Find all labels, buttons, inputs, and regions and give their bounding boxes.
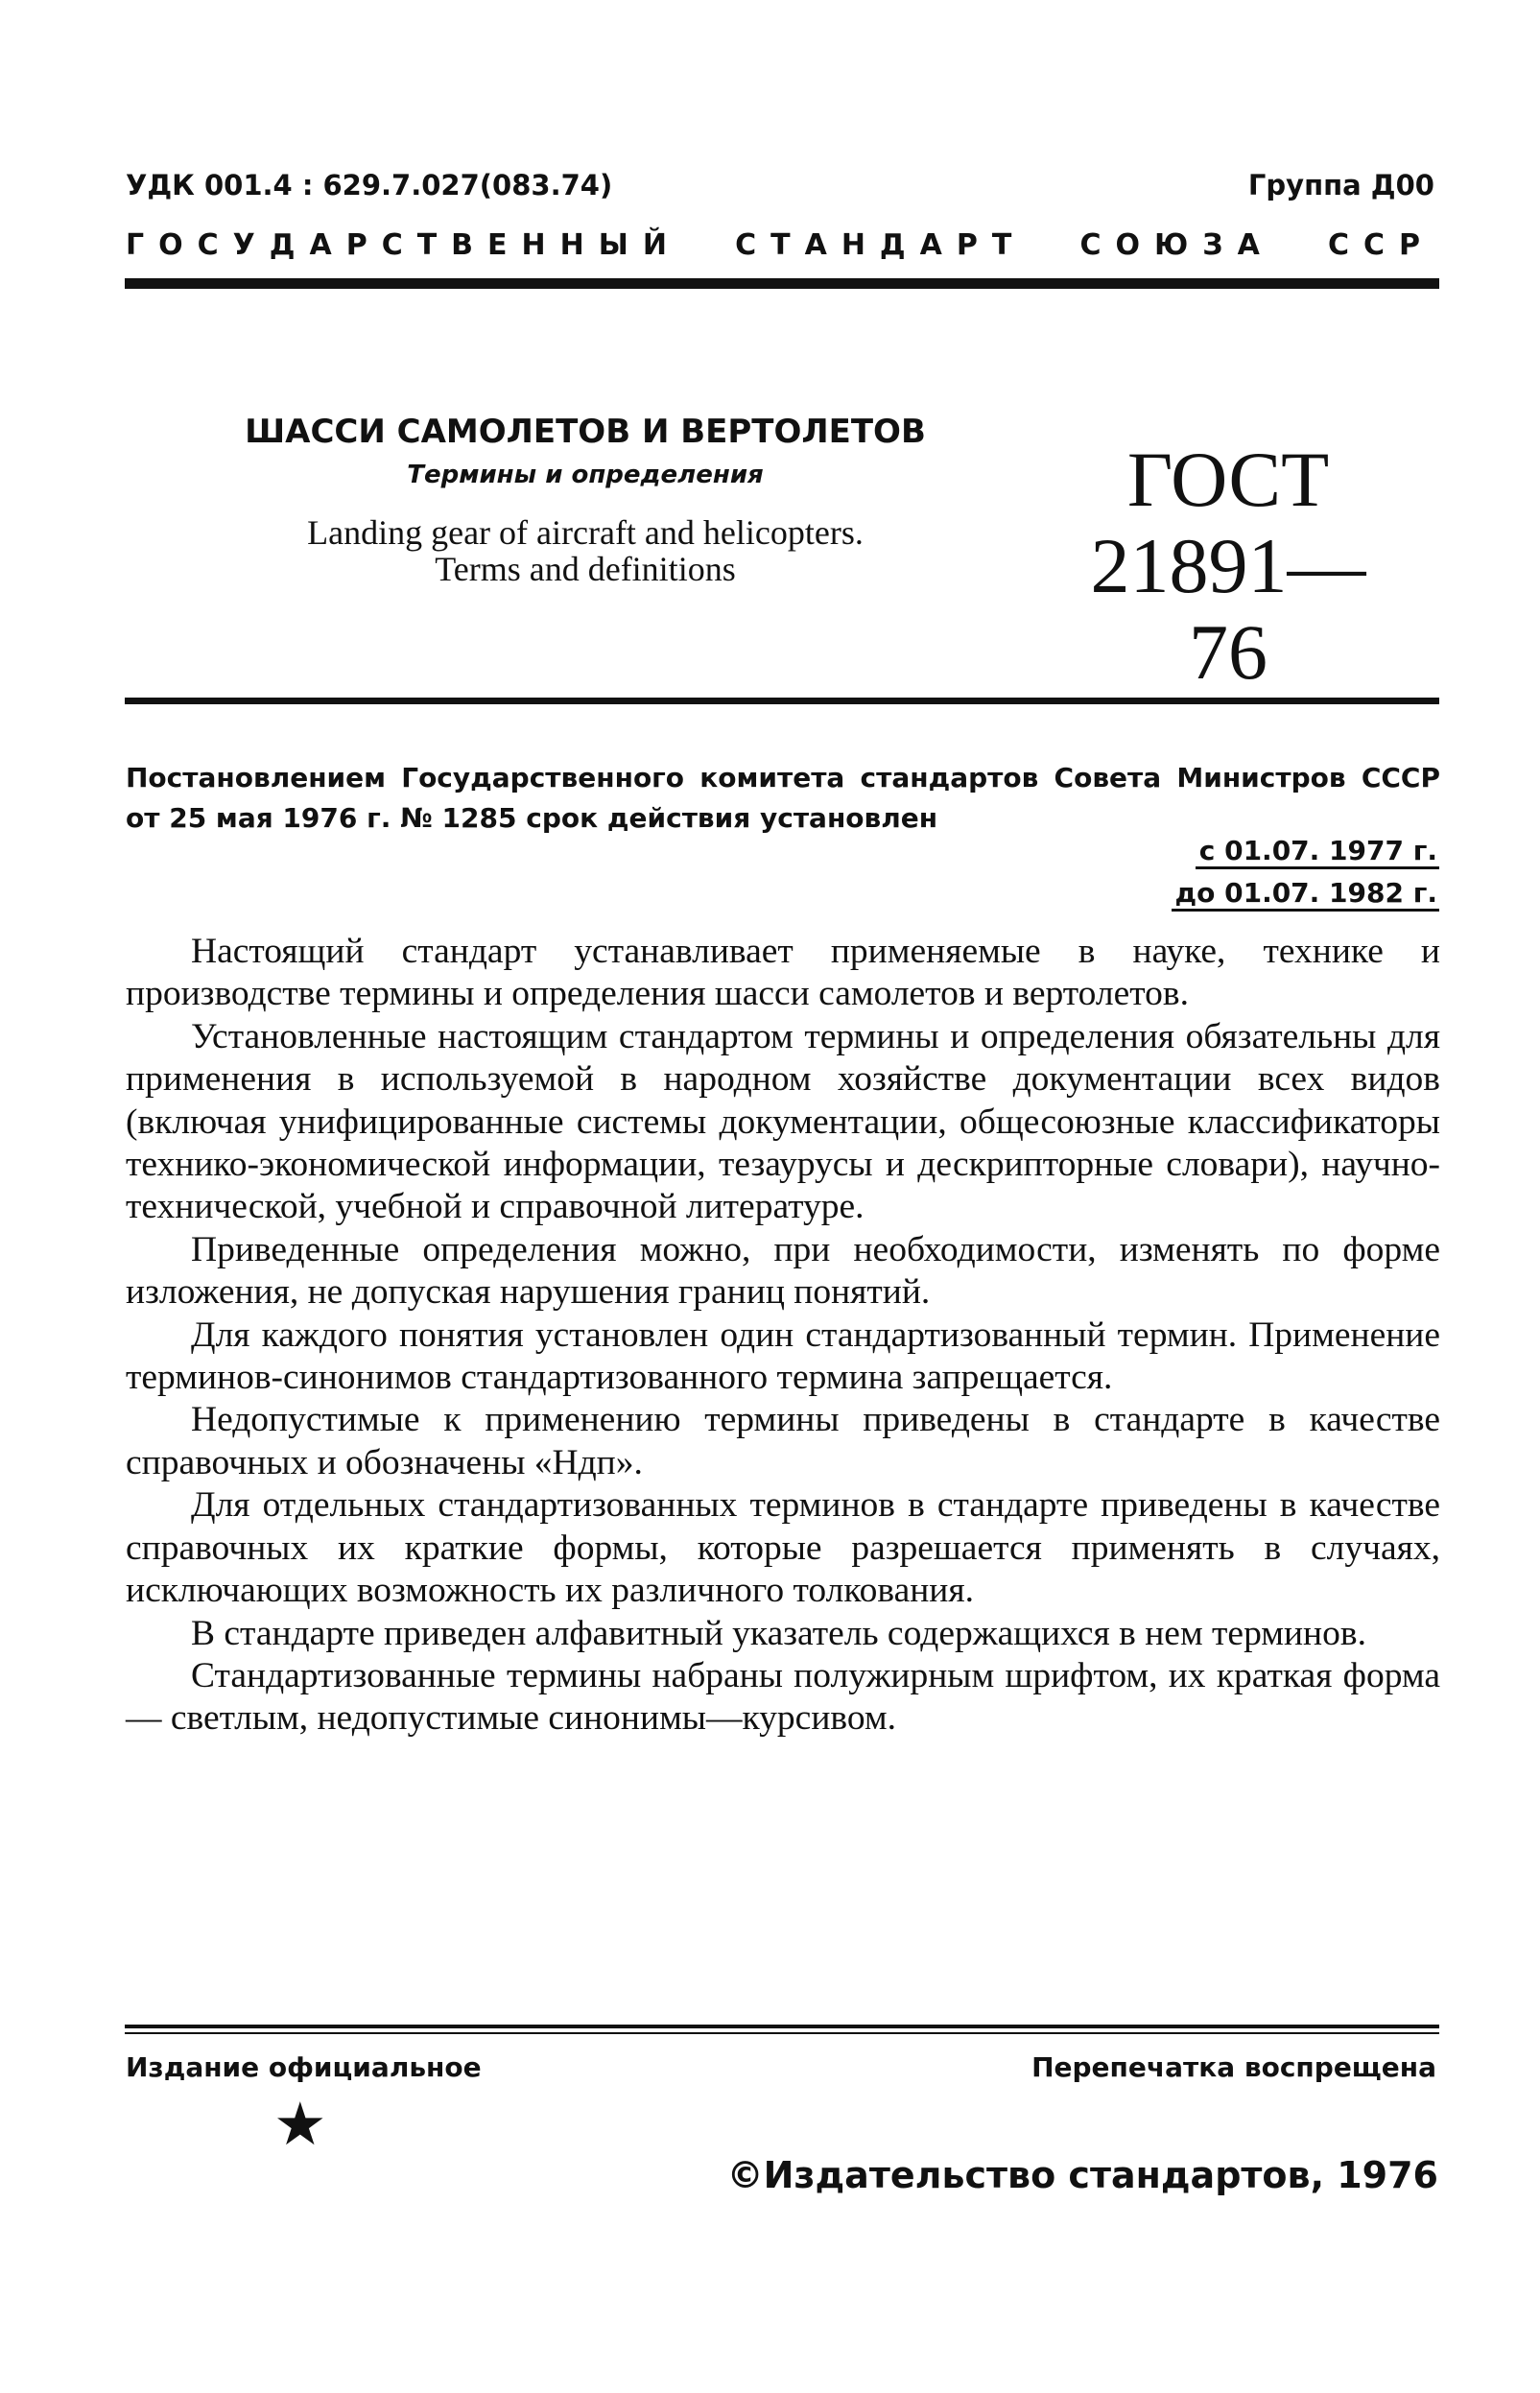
- paragraph: Для отдельных стандартизованных терминов в стандарте приведены в качестве справочных их краткие формы, которые разрешается применять в случаях, исключающих возможность их различного толкования.: [126, 1485, 1440, 1611]
- heading-word: СОЮЗА: [1079, 228, 1274, 262]
- validity-dates: [1172, 830, 1440, 914]
- heading-word: СТАНДАРТ: [735, 228, 1027, 262]
- star-icon: ★: [273, 2093, 327, 2158]
- heading-word: ГОСУДАРСТВЕННЫЙ: [126, 228, 681, 262]
- copyright-notice: ©Издательство стандартов, 1976: [726, 2154, 1438, 2196]
- state-standard-heading: [126, 228, 1434, 262]
- body-text: [126, 931, 1440, 1741]
- paragraph: В стандарте приведен алфавитный указатель содержащихся в нем терминов.: [191, 1613, 1366, 1653]
- reprint-notice: Перепечатка воспрещена: [1031, 2051, 1436, 2083]
- title-main: ШАССИ САМОЛЕТОВ И ВЕРТОЛЕТОВ: [245, 413, 926, 451]
- date-from: с 01.07. 1977 г.: [1196, 835, 1439, 869]
- header-divider: [125, 278, 1439, 289]
- date-to: до 01.07. 1982 г.: [1172, 877, 1440, 912]
- title-english-line: Landing gear of aircraft and helicopters.: [307, 513, 864, 552]
- gost-designation: [1075, 437, 1382, 696]
- document-title: [211, 413, 960, 587]
- title-english-line: Terms and definitions: [435, 550, 736, 588]
- paragraph: Приведенные определения можно, при необходимости, изменять по форме изложения, не допуская нарушения границ понятий.: [126, 1229, 1440, 1313]
- title-english: [211, 514, 960, 587]
- paragraph: Для каждого понятия установлен один стандартизованный термин. Применение терминов-синонимов стандартизованного термина запрещается.: [126, 1315, 1440, 1398]
- udk-code: УДК 001.4 : 629.7.027(083.74): [126, 169, 613, 201]
- paragraph: Стандартизованные термины набраны полужирным шрифтом, их краткая форма — светлым, недопустимые синонимы—курсивом.: [126, 1655, 1440, 1739]
- decree-text: Постановлением Государственного комитета стандартов Совета Министров СССР от 25 мая 1976 г. № 1285 срок действия установлен: [126, 762, 1440, 834]
- gost-label: ГОСТ: [1126, 436, 1330, 523]
- decree-block: [126, 758, 1440, 839]
- footer-divider-thin: [125, 2032, 1439, 2034]
- gost-number: 21891—76: [1090, 522, 1366, 696]
- official-edition: Издание официальное: [126, 2051, 482, 2083]
- group-code: Группа Д00: [1247, 169, 1434, 201]
- paragraph: Настоящий стандарт устанавливает применяемые в науке, технике и производстве термины и определения шасси самолетов и вертолетов.: [126, 932, 1440, 1014]
- paragraph: Недопустимые к применению термины приведены в стандарте в качестве справочных и обозначены «Ндп».: [126, 1400, 1440, 1482]
- heading-word: ССР: [1327, 228, 1434, 262]
- paragraph: Установленные настоящим стандартом термины и определения обязательны для применения в используемой в народном хозяйстве документации всех видов (включая унифицированные системы документации, общесоюзные классификаторы технико-экономической информации, тезаурусы и дескрипторные словари), научно-технической, учебной и справочной литературе.: [126, 1016, 1440, 1227]
- title-subtitle: Термины и определения: [407, 461, 764, 489]
- footer-divider: [125, 2025, 1439, 2028]
- section-divider: [125, 698, 1439, 704]
